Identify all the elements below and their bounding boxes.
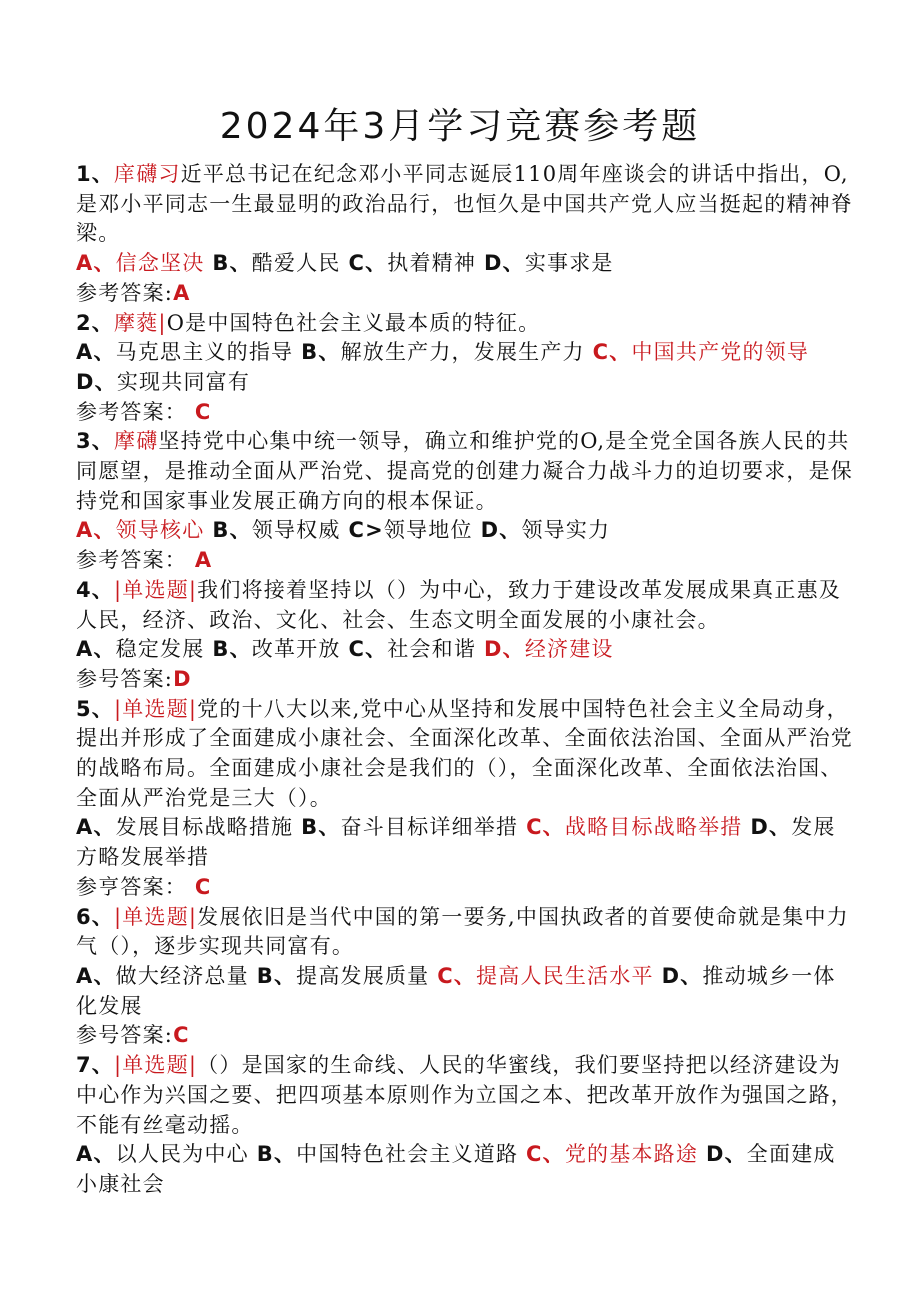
answer-line <box>76 279 856 309</box>
answer-value: D <box>173 666 192 691</box>
question-4 <box>76 576 856 695</box>
option-d: D、推动城乡一体化发展 <box>76 963 836 1018</box>
question-tag: |单选题| <box>114 904 198 929</box>
question-text <box>76 1051 856 1140</box>
question-stem: （）是国家的生命线、人民的华蜜线，我们要坚持把以经济建设为中心作为兴国之要、把四项基本原则作为立国之本、把改革开放作为强国之路，不能有丝毫动摇。 <box>76 1053 853 1137</box>
option-a: A、稳定发展 <box>76 637 205 662</box>
question-6 <box>76 903 856 1052</box>
option-a: A、以人民为中心 <box>76 1142 249 1167</box>
answer-label: 参考答案: <box>76 280 174 305</box>
option-c: C、党的基本路途 <box>526 1142 699 1167</box>
answer-value: A <box>173 280 191 305</box>
question-number: 3、 <box>76 429 115 454</box>
option-c: C、提高人民生活水平 <box>437 963 654 988</box>
option-d: D、领导实力 <box>480 518 611 543</box>
question-1 <box>76 160 856 309</box>
question-tag: |单选题| <box>114 696 198 721</box>
option-d: D、经济建设 <box>483 637 614 662</box>
question-text <box>76 160 856 249</box>
answer-value: C <box>194 399 212 424</box>
question-tag: 摩礴 <box>114 429 159 454</box>
options-line <box>76 1140 856 1199</box>
answer-label: 参考答案： <box>76 548 187 573</box>
answer-label: 参考答案： <box>76 399 187 424</box>
question-text <box>76 695 856 814</box>
question-stem: 我们将接着坚持以（）为中心，致力于建设改革发展成果真正惠及人民，经济、政治、文化、社会、生态文明全面发展的小康社会。 <box>76 577 841 632</box>
option-d: D、实现共同富有 <box>76 369 251 394</box>
answer-value: A <box>194 548 213 573</box>
options-line <box>76 249 856 279</box>
answer-line <box>76 546 856 576</box>
answer-line <box>76 1021 856 1051</box>
options-line <box>76 962 856 1021</box>
options-line <box>76 516 856 546</box>
question-list <box>76 160 856 1200</box>
option-d: D、发展方略发展举措 <box>76 815 836 870</box>
option-b: B、中国特色社会主义道路 <box>256 1142 519 1167</box>
option-c: C、执着精神 <box>348 251 477 276</box>
question-number: 6、 <box>76 904 115 929</box>
question-number: 4、 <box>76 577 115 602</box>
question-tag: |单选题| <box>114 1053 198 1078</box>
question-tag: 庠礴习 <box>114 162 181 186</box>
question-stem: 坚持党中心集中统一领导，确立和维护党的O,是全党全国各族人民的共同愿望，是推动全面从严治党、提高党的创建力凝合力战斗力的迫切要求，是保持党和国家事业发展正确方向的根本保证。 <box>76 429 853 513</box>
question-7 <box>76 1051 856 1200</box>
question-text <box>76 427 856 516</box>
page-title: 2024年3月学习竞赛参考题 <box>219 106 701 147</box>
question-2 <box>76 309 856 428</box>
question-5 <box>76 695 856 903</box>
answer-label: 参号答案: <box>76 1023 174 1048</box>
option-d: D、实事求是 <box>483 251 614 276</box>
option-d: D、全面建成小康社会 <box>76 1142 836 1196</box>
option-b: B、领导权威 <box>212 518 341 543</box>
option-a: A、马克思主义的指导 <box>76 340 294 365</box>
option-b: B、酷爱人民 <box>212 251 341 276</box>
answer-value: C <box>194 874 212 899</box>
question-number: 5、 <box>76 696 115 721</box>
options-line <box>76 635 856 665</box>
question-text <box>76 903 856 962</box>
question-text <box>76 576 856 635</box>
question-3 <box>76 427 856 576</box>
option-b: B、解放生产力，发展生产力 <box>301 340 585 365</box>
question-stem: 近平总书记在纪念邓小平同志诞辰110周年座谈会的讲话中指出，O,是邓小平同志一生最显明的政治品行，也恒久是中国共产党人应当挺起的精神脊梁。 <box>76 162 853 246</box>
option-b: B、改革开放 <box>212 637 341 662</box>
option-a: A、做大经济总量 <box>76 963 249 988</box>
option-c: C、社会和谐 <box>348 637 477 662</box>
option-a: A、信念坚决 <box>76 251 205 276</box>
question-number: 2、 <box>76 310 115 335</box>
question-stem: O是中国特色社会主义最本质的特征。 <box>166 310 541 335</box>
option-c: C、战略目标战略举措 <box>526 815 743 840</box>
question-tag: |单选题| <box>114 577 198 602</box>
option-a: A、发展目标战略措施 <box>76 815 294 840</box>
option-c: C>领导地位 <box>348 518 473 543</box>
question-tag: 摩蕤| <box>114 310 167 335</box>
question-stem: 党的十八大以来,党中心从坚持和发展中国特色社会主义全局动身，提出并形成了全面建成小康社会、全面深化改革、全面依法治国、全面从严治党的战略布局。全面建成小康社会是我们的（），全面深化改革、全面依法治国、全面从严治党是三大（）。 <box>76 696 853 810</box>
answer-line <box>76 873 856 903</box>
question-stem: 发展依旧是当代中国的第一要务,中国执政者的首要使命就是集中力气（），逐步实现共同富有。 <box>76 904 849 959</box>
option-c: C、中国共产党的领导 <box>592 340 810 365</box>
option-b: B、奋斗目标详细举措 <box>301 815 519 840</box>
answer-label: 参亨答案： <box>76 874 187 899</box>
question-text <box>76 309 856 339</box>
question-number: 1、 <box>76 162 115 186</box>
answer-value: C <box>173 1023 190 1048</box>
answer-line <box>76 398 856 428</box>
answer-line <box>76 665 856 695</box>
option-b: B、提高发展质量 <box>256 963 430 988</box>
options-line <box>76 338 856 397</box>
option-a: A、领导核心 <box>76 518 205 543</box>
question-number: 7、 <box>76 1053 115 1078</box>
answer-label: 参号答案: <box>76 666 174 691</box>
options-line <box>76 813 856 872</box>
